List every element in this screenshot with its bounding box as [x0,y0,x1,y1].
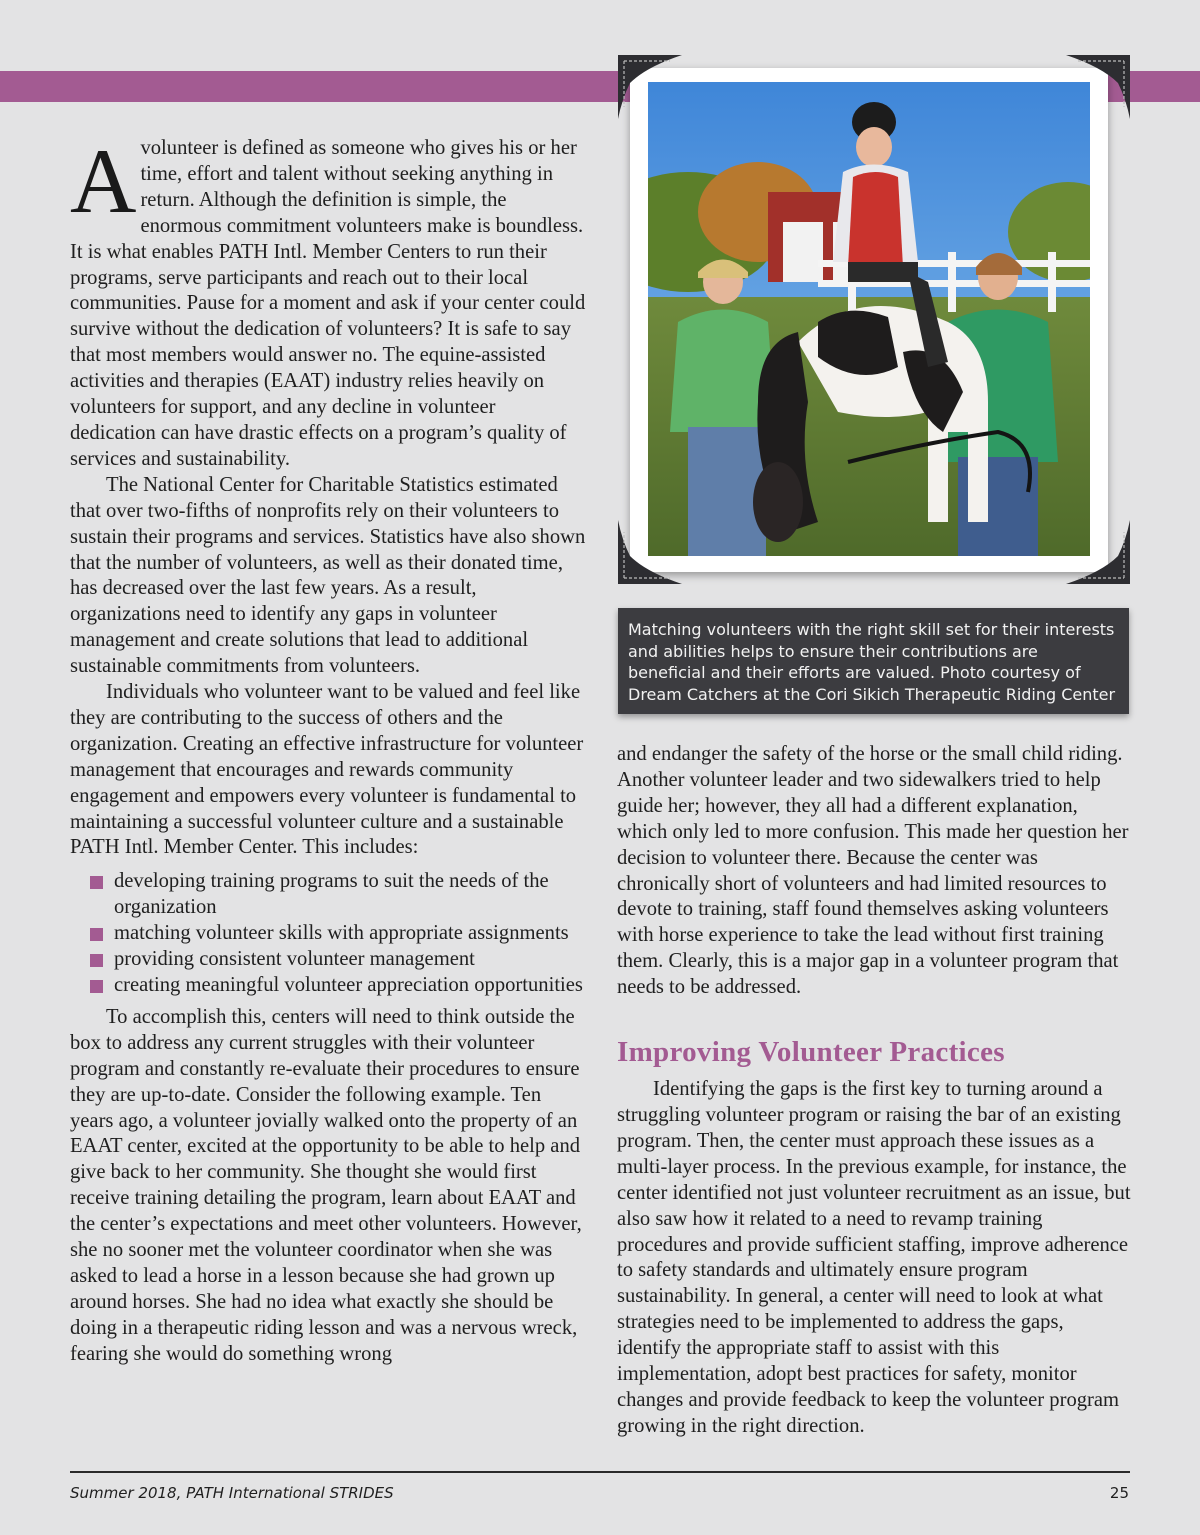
list-item: developing training programs to suit the needs of the organization [114,869,586,921]
volunteer-horse-photo [648,82,1090,556]
left-column [70,130,586,1368]
section-heading: Improving Volunteer Practices [617,1036,1005,1069]
page-number: 25 [1109,1484,1129,1502]
photo-corner-top-left [618,55,682,119]
right-column [617,742,1131,1440]
photo-corner-bottom-left [618,520,682,584]
intro-paragraph [70,130,586,473]
statistics-paragraph: The National Center for Charitable Statistics estimated that over two-fifths of nonprofits rely on their volunteers to sustain their programs and services. Statistics have also shown that the number of volunteers, as well as their donated time, has decreased over the last few years. As a result, organizations need to identify any gaps in volunteer management and create solutions that lead to additional sustainable commitments from volunteers. [70,473,586,678]
list-item: creating meaningful volunteer appreciation opportunities [114,973,586,999]
footer-rule [70,1471,1130,1473]
includes-list [70,869,586,999]
intro-paragraph-text: volunteer is defined as someone who gives his or her time, effort and talent without seeking anything in return. Although the definition is simple, the enormous commitment volunteers make is boundless. It is what enables PATH Intl. Member Centers to run their programs, serve participants and reach out to their local communities. Pause for a moment and ask if your center could survive without the dedication of volunteers? It is safe to say that most members would answer no. The equine-assisted activities and therapies (EAAT) industry relies heavily on volunteers for support, and any decline in volunteer dedication can have drastic effects on a program’s quality of services and sustainability. [70,137,586,470]
drop-cap: A [70,130,137,232]
list-item: matching volunteer skills with appropriate assignments [114,921,586,947]
list-item: providing consistent volunteer management [114,947,586,973]
photo-corner-bottom-right [1066,520,1130,584]
example-paragraph: To accomplish this, centers will need to think outside the box to address any current struggles with their volunteer program and constantly re-evaluate their procedures to ensure they are up-to-date. Consider the following example. Ten years ago, a volunteer jovially walked onto the property of an EAAT center, excited at the opportunity to be able to help and give back to her community. She thought she would first receive training detailing the program, learn about EAAT and the center’s expectations and meet other volunteers. However, she no sooner met the volunteer coordinator when she was asked to lead a horse in a lesson because she had grown up around horses. She had no idea what exactly she should be doing in a therapeutic riding lesson and was a nervous wreck, fearing she would do something wrong [70,1005,582,1365]
photo-caption: Matching volunteers with the right skill set for their interests and abilities helps to ensure their contributions are beneficial and their efforts are valued. Photo courtesy of Dream Catchers at the Cori Sikich Therapeutic Riding Center [618,608,1129,714]
continuation-paragraph: and endanger the safety of the horse or the small child riding. Another volunteer leader and two sidewalkers tried to help guide her; however, they all had a different explanation, which only led to more confusion. This made her question her decision to volunteer there. Because the center was chronically short of volunteers and had limited resources to devote to training, staff found themselves asking volunteers with horse experience to take the lead without first training them. Clearly, this is a major gap in a volunteer program that needs to be addressed. [617,743,1129,999]
photo-corner-top-right [1066,55,1130,119]
footer-publication: Summer 2018, PATH International STRIDES [70,1484,394,1502]
infrastructure-paragraph: Individuals who volunteer want to be valued and feel like they are contributing to the success of others and the organization. Creating an effective infrastructure for volunteer management that encourages and rewards community engagement and empowers every volunteer is fundamental to maintaining a successful volunteer culture and a sustainable PATH Intl. Member Center. This includes: [70,681,584,859]
practices-paragraph: Identifying the gaps is the first key to turning around a struggling volunteer program or raising the bar of an existing program. Then, the center must approach these issues as a multi-layer process. In the previous example, for instance, the center identified not just volunteer recruitment as an issue, but also saw how it related to a need to revamp training procedures and provide sufficient staffing, improve adherence to safety standards and ultimately ensure program sustainability. In general, a center will need to look at what strategies need to be implemented to address the gaps, identify the appropriate staff to assist with this implementation, adopt best practices for safety, monitor changes and provide feedback to keep the volunteer program growing in the right direction. [617,1078,1131,1437]
